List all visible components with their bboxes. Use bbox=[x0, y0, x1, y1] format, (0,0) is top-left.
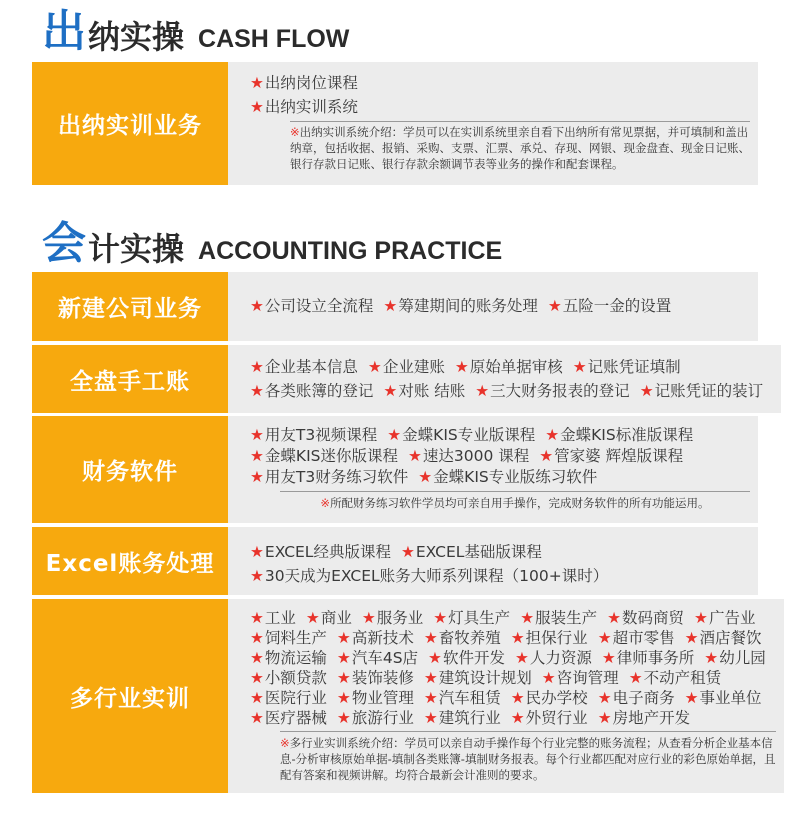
star-icon: ★ bbox=[423, 629, 438, 647]
block-label: 财务软件 bbox=[32, 416, 228, 523]
star-icon: ★ bbox=[597, 689, 612, 707]
list-item-text: 出纳岗位课程 bbox=[264, 74, 358, 92]
list-item bbox=[685, 689, 762, 707]
heading-title: 纳实操 bbox=[88, 18, 185, 56]
star-icon: ★ bbox=[541, 669, 556, 687]
list-item-text: 电子商务 bbox=[612, 689, 675, 707]
star-icon: ★ bbox=[684, 689, 699, 707]
note-star-icon: ※ bbox=[320, 496, 331, 510]
list-item bbox=[424, 629, 501, 647]
list-item bbox=[250, 669, 327, 687]
star-icon: ★ bbox=[601, 649, 616, 667]
list-item bbox=[337, 649, 418, 667]
list-item bbox=[428, 649, 505, 667]
list-item bbox=[511, 709, 588, 727]
list-item bbox=[250, 543, 391, 561]
star-icon: ★ bbox=[250, 468, 264, 486]
star-icon: ★ bbox=[510, 709, 525, 727]
list-item-text: 小额贷款 bbox=[264, 669, 327, 687]
list-item-text: 外贸行业 bbox=[525, 709, 588, 727]
item-row bbox=[250, 708, 776, 728]
list-item-text: 担保行业 bbox=[525, 629, 588, 647]
star-icon: ★ bbox=[250, 447, 264, 465]
list-item bbox=[383, 297, 537, 315]
star-icon: ★ bbox=[250, 74, 264, 92]
list-item bbox=[455, 358, 563, 376]
list-item-text: 医疗器械 bbox=[264, 709, 327, 727]
list-item bbox=[250, 447, 398, 465]
item-row bbox=[250, 608, 776, 628]
star-icon: ★ bbox=[418, 468, 433, 486]
note-star-icon: ※ bbox=[280, 736, 290, 750]
block-cash-training bbox=[32, 62, 758, 185]
heading-english: CASH FLOW bbox=[198, 25, 350, 53]
star-icon: ★ bbox=[547, 297, 562, 315]
star-icon: ★ bbox=[336, 689, 351, 707]
list-item bbox=[368, 358, 445, 376]
item-row bbox=[250, 688, 776, 708]
block-manual-accounting bbox=[32, 345, 764, 413]
star-icon: ★ bbox=[639, 382, 654, 400]
star-icon: ★ bbox=[336, 709, 351, 727]
list-item-text: 五险一金的设置 bbox=[562, 297, 672, 315]
item-row bbox=[250, 425, 750, 446]
section-heading-cash-flow bbox=[42, 2, 350, 57]
list-item bbox=[515, 649, 592, 667]
star-icon: ★ bbox=[305, 609, 320, 627]
star-icon: ★ bbox=[250, 609, 264, 627]
block-note bbox=[280, 731, 776, 783]
star-icon: ★ bbox=[250, 629, 264, 647]
heading-title: 计实操 bbox=[88, 230, 185, 268]
list-item bbox=[475, 382, 629, 400]
block-new-company bbox=[32, 272, 758, 341]
list-item bbox=[250, 358, 358, 376]
item-lines bbox=[250, 540, 750, 588]
list-item bbox=[250, 629, 327, 647]
item-row bbox=[250, 628, 776, 648]
note-text: 多行业实训系统介绍：学员可以亲自动手操作每个行业完整的账务流程；从查看分析企业基本信息-分析审核原始单据-填制各类账簿-填制财务报表。每个行业都匹配对应行业的彩色原始单据，且配有答案和视频讲解。均符合最新会计准则的要求。 bbox=[280, 736, 776, 782]
list-item bbox=[424, 669, 532, 687]
heading-accent-char: 出 bbox=[42, 6, 86, 57]
list-item-text: 出纳实训系统 bbox=[264, 98, 358, 116]
star-icon: ★ bbox=[250, 649, 264, 667]
block-label: 全盘手工账 bbox=[32, 345, 228, 413]
list-item bbox=[685, 629, 762, 647]
block-label: 出纳实训业务 bbox=[32, 62, 228, 185]
list-item bbox=[520, 609, 597, 627]
list-item bbox=[401, 543, 542, 561]
list-item-text: 幼儿园 bbox=[719, 649, 766, 667]
list-item-text: 医院行业 bbox=[264, 689, 327, 707]
list-item-text: 律师事务所 bbox=[616, 649, 695, 667]
list-item-text: 民办学校 bbox=[525, 689, 588, 707]
item-row bbox=[250, 95, 750, 119]
item-row bbox=[250, 379, 773, 403]
list-item bbox=[250, 98, 358, 116]
list-item-text: 公司设立全流程 bbox=[264, 297, 374, 315]
list-item bbox=[511, 689, 588, 707]
list-item-text: 企业基本信息 bbox=[264, 358, 358, 376]
list-item-text: 不动产租赁 bbox=[643, 669, 722, 687]
star-icon: ★ bbox=[597, 709, 612, 727]
list-item-text: 对账 结账 bbox=[398, 382, 466, 400]
list-item-text: EXCEL基础版课程 bbox=[415, 543, 542, 561]
list-item-text: 用友T3财务练习软件 bbox=[264, 468, 409, 486]
star-icon: ★ bbox=[250, 358, 264, 376]
list-item-text: 原始单据审核 bbox=[469, 358, 563, 376]
star-icon: ★ bbox=[510, 689, 525, 707]
block-note bbox=[290, 121, 750, 172]
list-item bbox=[362, 609, 423, 627]
list-item-text: 高新技术 bbox=[351, 629, 414, 647]
list-item-text: 速达3000 课程 bbox=[422, 447, 530, 465]
list-item bbox=[704, 649, 765, 667]
block-label: 新建公司业务 bbox=[32, 272, 228, 341]
list-item bbox=[694, 609, 755, 627]
star-icon: ★ bbox=[250, 689, 264, 707]
list-item bbox=[598, 689, 675, 707]
list-item-text: 旅游行业 bbox=[351, 709, 414, 727]
list-item bbox=[337, 629, 414, 647]
list-item-text: 筹建期间的账务处理 bbox=[398, 297, 538, 315]
list-item-text: 畜牧养殖 bbox=[438, 629, 501, 647]
item-row bbox=[250, 71, 750, 95]
star-icon: ★ bbox=[423, 689, 438, 707]
list-item bbox=[629, 669, 721, 687]
list-item-text: 咨询管理 bbox=[556, 669, 619, 687]
star-icon: ★ bbox=[423, 709, 438, 727]
item-lines bbox=[250, 71, 750, 119]
block-content bbox=[228, 416, 758, 523]
list-item bbox=[511, 629, 588, 647]
item-row bbox=[250, 668, 776, 688]
star-icon: ★ bbox=[336, 649, 351, 667]
note-star-icon: ※ bbox=[290, 125, 300, 139]
list-item bbox=[598, 709, 690, 727]
list-item-text: 事业单位 bbox=[699, 689, 762, 707]
list-item bbox=[250, 426, 377, 444]
star-icon: ★ bbox=[704, 649, 719, 667]
list-item-text: 建筑行业 bbox=[438, 709, 501, 727]
star-icon: ★ bbox=[475, 382, 490, 400]
list-item bbox=[602, 649, 694, 667]
list-item bbox=[387, 426, 535, 444]
list-item bbox=[250, 74, 358, 92]
list-item bbox=[545, 426, 693, 444]
star-icon: ★ bbox=[250, 567, 264, 585]
block-label: Excel账务处理 bbox=[32, 527, 228, 595]
star-icon: ★ bbox=[510, 629, 525, 647]
list-item bbox=[250, 468, 408, 486]
star-icon: ★ bbox=[572, 358, 587, 376]
star-icon: ★ bbox=[250, 669, 264, 687]
list-item-text: 记账凭证填制 bbox=[587, 358, 681, 376]
star-icon: ★ bbox=[383, 382, 398, 400]
star-icon: ★ bbox=[387, 426, 402, 444]
block-content bbox=[228, 272, 758, 341]
list-item bbox=[250, 609, 296, 627]
item-row bbox=[250, 540, 750, 564]
star-icon: ★ bbox=[336, 669, 351, 687]
list-item-text: 饲料生产 bbox=[264, 629, 327, 647]
star-icon: ★ bbox=[428, 649, 442, 667]
list-item-text: 灯具生产 bbox=[448, 609, 511, 627]
list-item bbox=[306, 609, 352, 627]
star-icon: ★ bbox=[250, 297, 264, 315]
list-item bbox=[250, 649, 327, 667]
list-item-text: 装饰装修 bbox=[351, 669, 414, 687]
block-note bbox=[280, 491, 750, 511]
list-item bbox=[573, 358, 681, 376]
star-icon: ★ bbox=[628, 669, 643, 687]
list-item bbox=[250, 709, 327, 727]
list-item-text: 企业建账 bbox=[382, 358, 445, 376]
list-item-text: 三大财务报表的登记 bbox=[490, 382, 630, 400]
star-icon: ★ bbox=[433, 609, 448, 627]
item-lines bbox=[250, 608, 776, 728]
block-content bbox=[228, 527, 758, 595]
list-item-text: 记账凭证的装订 bbox=[654, 382, 764, 400]
list-item bbox=[433, 609, 510, 627]
list-item bbox=[408, 447, 529, 465]
list-item-text: 汽车租赁 bbox=[438, 689, 501, 707]
list-item-text: 建筑设计规划 bbox=[438, 669, 532, 687]
block-excel bbox=[32, 527, 758, 595]
star-icon: ★ bbox=[367, 358, 382, 376]
star-icon: ★ bbox=[383, 297, 398, 315]
heading-english: ACCOUNTING PRACTICE bbox=[198, 237, 503, 265]
list-item-text: 人力资源 bbox=[529, 649, 592, 667]
list-item bbox=[598, 629, 675, 647]
star-icon: ★ bbox=[684, 629, 699, 647]
list-item bbox=[383, 382, 465, 400]
star-icon: ★ bbox=[539, 447, 554, 465]
star-icon: ★ bbox=[250, 426, 264, 444]
item-row bbox=[250, 648, 776, 668]
list-item-text: 金蝶KIS迷你版课程 bbox=[264, 447, 398, 465]
block-finance-software bbox=[32, 416, 758, 523]
list-item-text: 超市零售 bbox=[612, 629, 675, 647]
list-item bbox=[640, 382, 763, 400]
list-item bbox=[250, 567, 608, 585]
list-item-text: 软件开发 bbox=[442, 649, 505, 667]
list-item bbox=[548, 297, 671, 315]
block-content bbox=[228, 62, 758, 185]
star-icon: ★ bbox=[694, 609, 708, 627]
item-row bbox=[250, 446, 750, 467]
star-icon: ★ bbox=[597, 629, 612, 647]
star-icon: ★ bbox=[407, 447, 422, 465]
list-item bbox=[424, 709, 501, 727]
list-item bbox=[607, 609, 684, 627]
star-icon: ★ bbox=[520, 609, 535, 627]
block-content bbox=[228, 345, 781, 413]
star-icon: ★ bbox=[250, 98, 264, 116]
block-multi-industry bbox=[32, 599, 776, 793]
list-item-text: 金蝶KIS专业版课程 bbox=[402, 426, 536, 444]
item-row bbox=[250, 296, 750, 316]
section-heading-accounting-practice bbox=[42, 214, 503, 269]
item-row bbox=[250, 467, 750, 488]
item-lines bbox=[250, 296, 750, 316]
block-label: 多行业实训 bbox=[32, 599, 228, 793]
list-item-text: 广告业 bbox=[708, 609, 756, 627]
heading-accent-char: 会 bbox=[42, 218, 86, 269]
list-item bbox=[337, 709, 414, 727]
list-item bbox=[250, 297, 373, 315]
list-item-text: 各类账簿的登记 bbox=[264, 382, 374, 400]
list-item-text: 管家婆 辉煌版课程 bbox=[554, 447, 684, 465]
list-item-text: 30天成为EXCEL账务大师系列课程（100+课时） bbox=[264, 567, 609, 585]
list-item bbox=[337, 689, 414, 707]
list-item-text: 金蝶KIS专业版练习软件 bbox=[433, 468, 598, 486]
list-item bbox=[337, 669, 414, 687]
list-item bbox=[250, 689, 327, 707]
item-row bbox=[250, 355, 773, 379]
list-item bbox=[542, 669, 619, 687]
list-item-text: 房地产开发 bbox=[612, 709, 691, 727]
list-item bbox=[424, 689, 501, 707]
note-text: 所配财务练习软件学员均可亲自用手操作，完成财务软件的所有功能运用。 bbox=[330, 496, 710, 510]
item-row bbox=[250, 564, 750, 588]
star-icon: ★ bbox=[361, 609, 376, 627]
star-icon: ★ bbox=[400, 543, 415, 561]
star-icon: ★ bbox=[336, 629, 351, 647]
star-icon: ★ bbox=[250, 543, 264, 561]
list-item-text: 汽车4S店 bbox=[351, 649, 419, 667]
star-icon: ★ bbox=[250, 382, 264, 400]
list-item bbox=[539, 447, 683, 465]
list-item-text: 服装生产 bbox=[535, 609, 598, 627]
star-icon: ★ bbox=[250, 709, 264, 727]
list-item-text: 酒店餐饮 bbox=[699, 629, 762, 647]
star-icon: ★ bbox=[454, 358, 469, 376]
list-item-text: 商业 bbox=[320, 609, 352, 627]
item-lines bbox=[250, 425, 750, 488]
list-item bbox=[250, 382, 373, 400]
star-icon: ★ bbox=[514, 649, 529, 667]
list-item-text: EXCEL经典版课程 bbox=[264, 543, 391, 561]
list-item bbox=[418, 468, 597, 486]
list-item-text: 物流运输 bbox=[264, 649, 327, 667]
star-icon: ★ bbox=[607, 609, 622, 627]
list-item-text: 工业 bbox=[264, 609, 296, 627]
star-icon: ★ bbox=[423, 669, 438, 687]
note-text: 出纳实训系统介绍：学员可以在实训系统里亲自看下出纳所有常见票据，并可填制和盖出纳章，包括收据、报销、采购、支票、汇票、承兑、存现、网银、现金盘查、现金日记账、银行存款日记账、银行存款余额调节表等业务的操作和配套课程。 bbox=[290, 125, 750, 171]
block-content bbox=[228, 599, 784, 793]
list-item-text: 数码商贸 bbox=[622, 609, 685, 627]
list-item-text: 用友T3视频课程 bbox=[264, 426, 378, 444]
list-item-text: 服务业 bbox=[376, 609, 424, 627]
list-item-text: 物业管理 bbox=[351, 689, 414, 707]
list-item-text: 金蝶KIS标准版课程 bbox=[560, 426, 694, 444]
star-icon: ★ bbox=[545, 426, 560, 444]
item-lines bbox=[250, 355, 773, 403]
